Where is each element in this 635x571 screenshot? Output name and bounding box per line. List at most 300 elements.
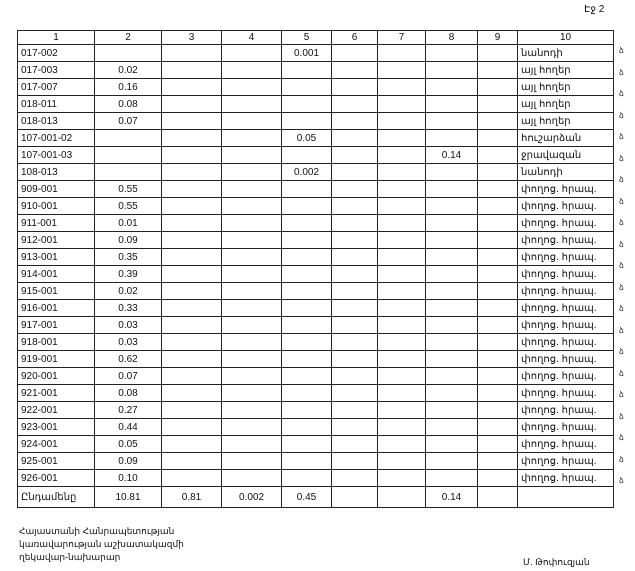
area-cell [222, 181, 282, 198]
land-table [17, 30, 614, 508]
area-cell [222, 164, 282, 181]
area-cell [162, 283, 222, 300]
area-cell [426, 283, 478, 300]
area-cell [222, 96, 282, 113]
land-use-description: փողոց. հրապ. [518, 249, 614, 266]
area-cell: 0.001 [282, 45, 332, 62]
area-cell [478, 419, 518, 436]
parcel-code: 017-003 [18, 62, 95, 79]
area-cell [222, 334, 282, 351]
margin-mark: ձ [619, 368, 624, 378]
table-row [18, 96, 614, 113]
area-cell [332, 436, 378, 453]
margin-mark: ձ [619, 433, 624, 442]
table-row [18, 147, 614, 164]
column-header: 5 [282, 31, 332, 45]
land-use-description: այլ հողեր [518, 96, 614, 113]
area-cell [222, 266, 282, 283]
area-cell [478, 147, 518, 164]
area-cell [378, 368, 426, 385]
table-row [18, 453, 614, 470]
area-cell [426, 79, 478, 96]
total-cell [518, 487, 614, 508]
margin-mark: ձ [619, 153, 624, 163]
land-use-description: նանոդի [518, 164, 614, 181]
area-cell [162, 96, 222, 113]
table-row [18, 385, 614, 402]
area-cell [478, 283, 518, 300]
table-row [18, 113, 614, 130]
area-cell [378, 300, 426, 317]
area-cell [222, 45, 282, 62]
total-cell: 0.002 [222, 487, 282, 508]
land-use-description: փողոց. հրապ. [518, 232, 614, 249]
table-row [18, 300, 614, 317]
margin-mark: ձ [619, 390, 624, 399]
area-cell [282, 419, 332, 436]
parcel-code: 925-001 [18, 453, 95, 470]
area-cell [162, 45, 222, 62]
area-cell: 0.03 [95, 334, 162, 351]
area-cell [162, 368, 222, 385]
area-cell [162, 181, 222, 198]
parcel-code: 911-001 [18, 215, 95, 232]
parcel-code: 017-002 [18, 45, 95, 62]
area-cell [162, 351, 222, 368]
area-cell [282, 79, 332, 96]
area-cell [478, 317, 518, 334]
land-use-description: այլ հողեր [518, 62, 614, 79]
area-cell [162, 164, 222, 181]
area-cell [478, 334, 518, 351]
area-cell [378, 62, 426, 79]
area-cell [222, 419, 282, 436]
total-cell: 0.45 [282, 487, 332, 508]
area-cell: 0.39 [95, 266, 162, 283]
land-use-description: այլ հողեր [518, 79, 614, 96]
margin-mark: ձ [619, 46, 624, 55]
area-cell [282, 232, 332, 249]
area-cell [332, 181, 378, 198]
area-cell [282, 402, 332, 419]
area-cell [332, 113, 378, 130]
area-cell [162, 453, 222, 470]
area-cell [332, 317, 378, 334]
area-cell [282, 317, 332, 334]
area-cell [478, 113, 518, 130]
land-use-description: փողոց. հրապ. [518, 453, 614, 470]
area-cell [378, 317, 426, 334]
area-cell [332, 334, 378, 351]
area-cell [426, 436, 478, 453]
margin-mark: ձ [619, 218, 624, 227]
area-cell [378, 113, 426, 130]
area-cell [426, 368, 478, 385]
area-cell [162, 317, 222, 334]
org-line: ղեկավար-նախարար [19, 552, 121, 562]
area-cell: 0.35 [95, 249, 162, 266]
area-cell [162, 300, 222, 317]
area-cell [378, 249, 426, 266]
area-cell: 0.16 [95, 79, 162, 96]
margin-mark: ձ [619, 347, 624, 356]
area-cell [222, 130, 282, 147]
margin-mark: ձ [619, 89, 624, 98]
column-header: 2 [95, 31, 162, 45]
area-cell: 0.02 [95, 283, 162, 300]
table-row [18, 45, 614, 62]
area-cell: 0.002 [282, 164, 332, 181]
area-cell [332, 147, 378, 164]
area-cell [222, 453, 282, 470]
area-cell [282, 351, 332, 368]
area-cell: 0.08 [95, 96, 162, 113]
area-cell [378, 164, 426, 181]
parcel-code: 107-001-03 [18, 147, 95, 164]
area-cell: 0.03 [95, 317, 162, 334]
area-cell [478, 164, 518, 181]
area-cell [222, 62, 282, 79]
area-cell [426, 232, 478, 249]
area-cell [378, 419, 426, 436]
area-cell [426, 266, 478, 283]
table-row [18, 334, 614, 351]
area-cell [478, 300, 518, 317]
area-cell [478, 198, 518, 215]
area-cell [162, 215, 222, 232]
area-cell [426, 470, 478, 487]
area-cell [222, 79, 282, 96]
parcel-code: 018-013 [18, 113, 95, 130]
land-use-description: փողոց. հրապ. [518, 317, 614, 334]
parcel-code: 922-001 [18, 402, 95, 419]
area-cell [378, 215, 426, 232]
area-cell [426, 215, 478, 232]
table-row [18, 317, 614, 334]
area-cell: 0.07 [95, 113, 162, 130]
area-cell [378, 181, 426, 198]
land-use-description: փողոց. հրապ. [518, 351, 614, 368]
area-cell [222, 300, 282, 317]
area-cell [162, 470, 222, 487]
area-cell [282, 368, 332, 385]
area-cell [478, 453, 518, 470]
header-row [18, 31, 614, 45]
table-row [18, 368, 614, 385]
area-cell: 0.55 [95, 181, 162, 198]
area-cell: 0.07 [95, 368, 162, 385]
parcel-code: 108-013 [18, 164, 95, 181]
area-cell: 0.62 [95, 351, 162, 368]
area-cell [222, 215, 282, 232]
area-cell [282, 198, 332, 215]
area-cell [282, 300, 332, 317]
area-cell [378, 45, 426, 62]
area-cell: 0.05 [282, 130, 332, 147]
column-header: 1 [18, 31, 95, 45]
area-cell [426, 130, 478, 147]
area-cell [162, 198, 222, 215]
table-row [18, 164, 614, 181]
parcel-code: 910-001 [18, 198, 95, 215]
area-cell [332, 368, 378, 385]
area-cell [378, 453, 426, 470]
area-cell [332, 419, 378, 436]
area-cell [426, 385, 478, 402]
column-header: 4 [222, 31, 282, 45]
land-use-description: փողոց. հրապ. [518, 266, 614, 283]
parcel-code: 915-001 [18, 283, 95, 300]
area-cell [478, 470, 518, 487]
area-cell: 0.09 [95, 453, 162, 470]
table-row [18, 436, 614, 453]
parcel-code: 924-001 [18, 436, 95, 453]
area-cell: 0.08 [95, 385, 162, 402]
parcel-code: 921-001 [18, 385, 95, 402]
area-cell [162, 402, 222, 419]
area-cell [478, 96, 518, 113]
table-row [18, 470, 614, 487]
area-cell [426, 300, 478, 317]
land-use-description: նանոդի [518, 45, 614, 62]
table-row [18, 62, 614, 79]
signature-block [19, 525, 184, 564]
area-cell: 0.14 [426, 147, 478, 164]
area-cell [426, 62, 478, 79]
area-cell [162, 62, 222, 79]
area-cell [282, 147, 332, 164]
table-row [18, 130, 614, 147]
area-cell [222, 470, 282, 487]
signatory-name: Մ. Թոփուզյան [523, 557, 590, 567]
area-cell [378, 198, 426, 215]
area-cell [222, 147, 282, 164]
column-header: 6 [332, 31, 378, 45]
land-use-description: փողոց. հրապ. [518, 198, 614, 215]
land-use-description: այլ հողեր [518, 113, 614, 130]
area-cell [426, 453, 478, 470]
area-cell [282, 266, 332, 283]
margin-mark: ձ [619, 325, 624, 335]
area-cell [378, 436, 426, 453]
column-header: 8 [426, 31, 478, 45]
area-cell [162, 232, 222, 249]
area-cell: 0.44 [95, 419, 162, 436]
parcel-code: 913-001 [18, 249, 95, 266]
column-header: 7 [378, 31, 426, 45]
parcel-code: 914-001 [18, 266, 95, 283]
land-use-description: փողոց. հրապ. [518, 334, 614, 351]
margin-mark: ձ [619, 282, 624, 292]
column-header: 10 [518, 31, 614, 45]
area-cell [162, 147, 222, 164]
area-cell [162, 334, 222, 351]
table-row [18, 351, 614, 368]
area-cell [478, 436, 518, 453]
area-cell [332, 470, 378, 487]
area-cell [332, 249, 378, 266]
area-cell [162, 419, 222, 436]
area-cell [162, 266, 222, 283]
area-cell [282, 113, 332, 130]
area-cell [478, 368, 518, 385]
area-cell [426, 113, 478, 130]
table-row [18, 419, 614, 436]
margin-mark: ձ [619, 132, 624, 141]
margin-mark: ձ [619, 411, 624, 421]
area-cell: 0.01 [95, 215, 162, 232]
area-cell [426, 334, 478, 351]
area-cell: 0.33 [95, 300, 162, 317]
area-cell [378, 470, 426, 487]
area-cell [282, 283, 332, 300]
margin-mark: ձ [619, 454, 624, 464]
parcel-code: 912-001 [18, 232, 95, 249]
margin-mark: ձ [619, 476, 624, 485]
land-use-description: փողոց. հրապ. [518, 215, 614, 232]
area-cell [95, 147, 162, 164]
area-cell [478, 351, 518, 368]
area-cell [378, 130, 426, 147]
area-cell: 0.02 [95, 62, 162, 79]
area-cell [95, 45, 162, 62]
area-cell [478, 62, 518, 79]
area-cell [282, 334, 332, 351]
area-cell [332, 96, 378, 113]
land-use-description: փողոց. հրապ. [518, 300, 614, 317]
area-cell [478, 402, 518, 419]
parcel-code: 018-011 [18, 96, 95, 113]
area-cell [282, 181, 332, 198]
parcel-code: 017-007 [18, 79, 95, 96]
area-cell [332, 385, 378, 402]
area-cell [426, 419, 478, 436]
land-use-description: փողոց. հրապ. [518, 436, 614, 453]
area-cell [378, 232, 426, 249]
area-cell [332, 164, 378, 181]
area-cell [426, 351, 478, 368]
area-cell [378, 79, 426, 96]
margin-mark: ձ [619, 239, 624, 249]
parcel-code: 917-001 [18, 317, 95, 334]
total-cell [332, 487, 378, 508]
area-cell [332, 266, 378, 283]
land-use-description: փողոց. հրապ. [518, 283, 614, 300]
table-row [18, 198, 614, 215]
area-cell [426, 181, 478, 198]
total-cell: 0.14 [426, 487, 478, 508]
area-cell [222, 198, 282, 215]
parcel-code: 918-001 [18, 334, 95, 351]
area-cell [332, 62, 378, 79]
table-row [18, 266, 614, 283]
total-cell: 10.81 [95, 487, 162, 508]
area-cell [426, 164, 478, 181]
margin-mark: ձ [619, 304, 624, 313]
area-cell [222, 385, 282, 402]
area-cell [426, 402, 478, 419]
margin-mark: ձ [619, 110, 624, 120]
area-cell [478, 130, 518, 147]
table-row [18, 249, 614, 266]
area-cell [332, 45, 378, 62]
column-header: 3 [162, 31, 222, 45]
area-cell: 0.55 [95, 198, 162, 215]
land-use-description: ջրավազան [518, 147, 614, 164]
margin-mark: ձ [619, 175, 624, 184]
margin-mark: ձ [619, 261, 624, 270]
area-cell [282, 453, 332, 470]
area-cell [426, 45, 478, 62]
area-cell [162, 113, 222, 130]
area-cell [478, 181, 518, 198]
area-cell [332, 351, 378, 368]
parcel-code: 919-001 [18, 351, 95, 368]
area-cell [332, 232, 378, 249]
area-cell [95, 164, 162, 181]
land-use-description: փողոց. հրապ. [518, 181, 614, 198]
parcel-code: 920-001 [18, 368, 95, 385]
area-cell [95, 130, 162, 147]
parcel-code: 107-001-02 [18, 130, 95, 147]
total-cell [478, 487, 518, 508]
table-row [18, 232, 614, 249]
area-cell [426, 249, 478, 266]
land-use-description: փողոց. հրապ. [518, 368, 614, 385]
area-cell [378, 334, 426, 351]
land-use-description: փողոց. հրապ. [518, 385, 614, 402]
total-cell: 0.81 [162, 487, 222, 508]
area-cell [478, 232, 518, 249]
area-cell [426, 317, 478, 334]
area-cell [162, 249, 222, 266]
land-use-description: փողոց. հրապ. [518, 419, 614, 436]
area-cell [478, 249, 518, 266]
area-cell [378, 266, 426, 283]
area-cell [332, 453, 378, 470]
area-cell [332, 300, 378, 317]
column-header: 9 [478, 31, 518, 45]
parcel-code: 926-001 [18, 470, 95, 487]
margin-mark: ձ [619, 67, 624, 77]
land-use-description: փողոց. հրապ. [518, 470, 614, 487]
area-cell [332, 402, 378, 419]
area-cell [222, 368, 282, 385]
total-cell [378, 487, 426, 508]
area-cell: 0.05 [95, 436, 162, 453]
area-cell [378, 96, 426, 113]
page-number: Էջ 2 [584, 4, 605, 15]
area-cell [222, 249, 282, 266]
area-cell [222, 283, 282, 300]
area-cell [282, 249, 332, 266]
margin-mark: ձ [619, 196, 624, 206]
area-cell [222, 113, 282, 130]
area-cell [478, 266, 518, 283]
table-row [18, 402, 614, 419]
area-cell [378, 147, 426, 164]
area-cell [478, 215, 518, 232]
area-cell [282, 215, 332, 232]
area-cell [478, 385, 518, 402]
area-cell: 0.09 [95, 232, 162, 249]
area-cell [426, 198, 478, 215]
area-cell [222, 232, 282, 249]
org-line: կառավարության աշխատակազմի [19, 539, 184, 549]
area-cell: 0.27 [95, 402, 162, 419]
area-cell [282, 62, 332, 79]
area-cell [222, 402, 282, 419]
